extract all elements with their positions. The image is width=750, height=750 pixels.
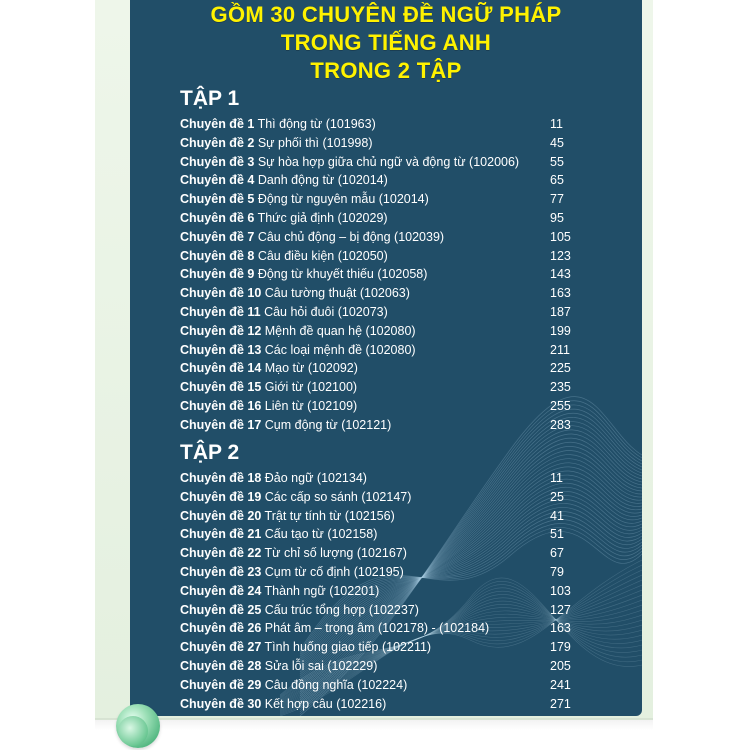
page-number: 271 [550,696,571,711]
page-number: 163 [550,286,571,301]
toc-row [180,695,600,713]
page-number: 163 [550,621,571,636]
page-number: 225 [550,361,571,376]
topic-number: Chuyên đề 7 [180,229,255,244]
topic-title: Sự hòa hợp giữa chủ ngữ và động từ (102006) [257,154,520,169]
toc-row [180,657,600,675]
page-number: 127 [550,602,571,617]
toc-row [180,488,600,506]
topic-title: Sự phối thì (101998) [257,135,373,150]
page-number: 123 [550,248,571,263]
page-number: 235 [550,380,571,395]
topic-number: Chuyên đề 16 [180,399,262,413]
topic-number: Chuyên đề 9 [180,267,255,282]
page-number: 95 [550,211,564,225]
topic-title: Danh động từ (102014) [257,173,388,188]
green-ball-small-decoration [118,716,148,746]
topic-title: Động từ khuyết thiếu (102058) [257,267,428,282]
toc-row [180,303,600,321]
page-number: 45 [550,135,564,150]
page-number: 179 [550,640,571,655]
topic-title: Thì động từ (101963) [257,117,376,131]
topic-title: Phát âm – trọng âm (102178) - (102184) [264,621,490,636]
topic-number: Chuyên đề 14 [180,361,262,376]
topic-number: Chuyên đề 10 [180,286,262,301]
toc-row [180,115,600,133]
toc-row [180,582,600,600]
page-number: 199 [550,323,571,338]
toc-row [180,638,600,656]
topic-number: Chuyên đề 29 [180,677,262,692]
page-number: 105 [550,229,571,244]
topic-title: Mạo từ (102092) [264,361,358,376]
page-number: 241 [550,677,571,692]
toc-row [180,153,600,171]
topic-number: Chuyên đề 20 [180,508,262,523]
topic-number: Chuyên đề 19 [180,489,262,504]
topic-number: Chuyên đề 17 [180,417,262,432]
topic-title: Câu điều kiện (102050) [257,248,388,263]
page-shadow [95,718,653,730]
page-number: 51 [550,527,564,542]
toc-row [180,228,600,246]
volume-2-title: TẬP 2 [180,441,240,464]
topic-number: Chuyên đề 4 [180,173,255,188]
topic-number: Chuyên đề 24 [180,583,262,598]
toc-row [180,359,600,377]
toc-row [180,265,600,283]
topic-number: Chuyên đề 23 [180,565,262,579]
topic-number: Chuyên đề 18 [180,471,262,485]
page-number: 79 [550,565,564,579]
topic-number: Chuyên đề 3 [180,154,255,169]
toc-row [180,378,600,396]
toc-row [180,171,600,189]
topic-number: Chuyên đề 27 [180,640,262,655]
topic-title: Sửa lỗi sai (102229) [264,659,378,673]
toc-row [180,525,600,543]
topic-number: Chuyên đề 22 [180,546,262,561]
topic-number: Chuyên đề 2 [180,135,255,150]
page-number: 103 [550,583,571,598]
topic-title: Cấu trúc tổng hợp (102237) [264,602,419,617]
topic-title: Đảo ngữ (102134) [264,471,367,485]
page-number: 41 [550,508,564,523]
topic-title: Kết hợp câu (102216) [264,696,387,711]
topic-title: Cụm động từ (102121) [264,417,392,432]
page-number: 211 [550,342,570,357]
topic-number: Chuyên đề 21 [180,527,262,542]
toc-row [180,209,600,227]
topic-number: Chuyên đề 6 [180,211,255,225]
page-number: 143 [550,267,571,282]
page-number: 283 [550,417,571,432]
page-number: 67 [550,546,564,561]
topic-title: Câu đồng nghĩa (102224) [264,677,408,692]
topic-number: Chuyên đề 5 [180,192,255,207]
page-number: 255 [550,399,571,413]
topic-number: Chuyên đề 30 [180,696,262,711]
toc-panel [130,0,642,716]
volume-1-title: TẬP 1 [180,87,240,110]
toc-row [180,469,600,487]
topic-title: Câu tường thuật (102063) [264,286,410,301]
topic-number: Chuyên đề 28 [180,659,262,673]
topic-number: Chuyên đề 12 [180,323,262,338]
toc-row [180,416,600,434]
toc-row [180,134,600,152]
title-line-3: TRONG 2 TẬP [310,58,462,83]
topic-title: Các cấp so sánh (102147) [264,489,412,504]
topic-number: Chuyên đề 8 [180,248,255,263]
topic-title: Các loại mệnh đề (102080) [264,342,416,357]
page-number: 25 [550,489,564,504]
topic-title: Giới từ (102100) [264,380,358,395]
toc-row [180,601,600,619]
toc-row [180,284,600,302]
title-line-2: TRONG TIẾNG ANH [280,30,492,55]
topic-title: Cụm từ cố định (102195) [264,565,404,579]
toc-row [180,563,600,581]
topic-title: Mệnh đề quan hệ (102080) [264,323,416,338]
page-number: 55 [550,154,564,169]
topic-title: Câu hỏi đuôi (102073) [264,305,388,319]
toc-row [180,247,600,265]
topic-title: Câu chủ động – bị động (102039) [257,229,445,244]
topic-number: Chuyên đề 13 [180,342,262,357]
topic-title: Động từ nguyên mẫu (102014) [257,192,429,207]
topic-title: Liên từ (102109) [264,399,358,413]
topic-title: Tình huống giao tiếp (102211) [264,640,432,655]
topic-number: Chuyên đề 11 [180,305,261,319]
topic-number: Chuyên đề 1 [180,117,255,131]
page-number: 77 [550,192,564,207]
toc-row [180,676,600,694]
toc-row [180,619,600,637]
topic-title: Cấu tạo từ (102158) [264,527,378,542]
toc-row [180,190,600,208]
topic-number: Chuyên đề 26 [180,621,262,636]
toc-row [180,397,600,415]
page-number: 11 [550,471,563,485]
toc-row [180,544,600,562]
page-number: 65 [550,173,564,188]
page-number: 187 [550,305,571,319]
topic-number: Chuyên đề 15 [180,380,262,395]
topic-title: Trật tự tính từ (102156) [264,508,395,523]
toc-row [180,341,600,359]
title-line-1: GỒM 30 CHUYÊN ĐỀ NGỮ PHÁP [210,2,562,27]
topic-title: Thành ngữ (102201) [264,583,380,598]
page-number: 205 [550,659,571,673]
page-number: 11 [550,117,563,131]
toc-row [180,507,600,525]
topic-number: Chuyên đề 25 [180,602,262,617]
topic-title: Từ chỉ số lượng (102167) [264,546,407,561]
toc-row [180,322,600,340]
topic-title: Thức giả định (102029) [257,211,388,225]
